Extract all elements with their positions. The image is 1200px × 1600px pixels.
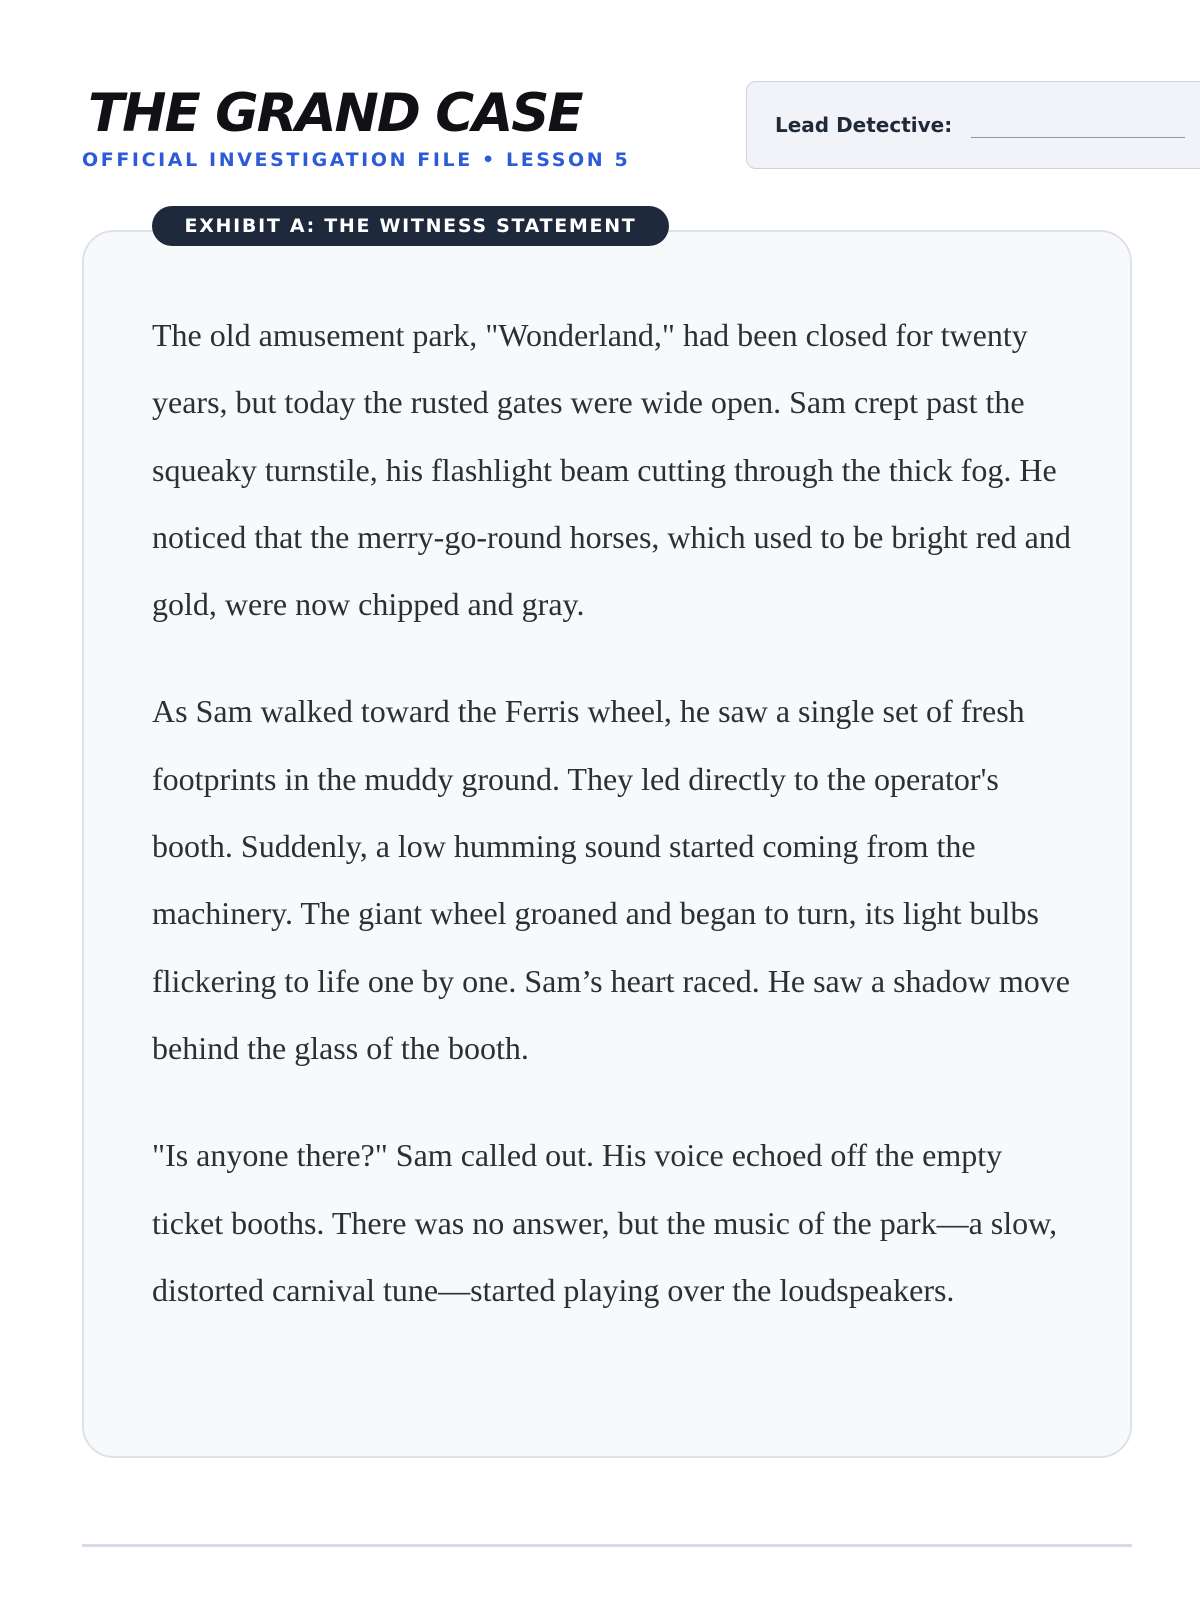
page-title: THE GRAND CASE	[88, 83, 582, 144]
lead-detective-field[interactable]	[971, 137, 1185, 138]
footer-divider	[82, 1544, 1132, 1547]
lead-detective-label: Lead Detective:	[775, 113, 953, 137]
lead-detective-box	[746, 81, 1200, 169]
story-paragraph: "Is anyone there?" Sam called out. His voice echoed off the empty ticket booths. There was no answer, but the music of the park—a slow, distorted carnival tune—started playing over the loudspeakers.	[152, 1137, 1058, 1308]
story-paragraph: As Sam walked toward the Ferris wheel, he saw a single set of fresh footprints in the muddy ground. They led directly to the operator's booth. Suddenly, a low humming sound started coming from the machinery. The giant wheel groaned and began to turn, its light bulbs flickering to life one by one. Sam’s heart raced. He saw a shadow move behind the glass of the booth.	[152, 693, 1070, 1066]
story-paragraph: The old amusement park, "Wonderland," had been closed for twenty years, but today the rusted gates were wide open. Sam crept past the squeaky turnstile, his flashlight beam cutting through the thick fog. He noticed that the merry-go-round horses, which used to be bright red and gold, were now chipped and gray.	[152, 317, 1071, 623]
exhibit-label: EXHIBIT A: THE WITNESS STATEMENT	[152, 206, 669, 246]
witness-statement	[152, 302, 1072, 1364]
page-header	[82, 78, 1132, 178]
page-subtitle: OFFICIAL INVESTIGATION FILE • LESSON 5	[82, 149, 631, 171]
